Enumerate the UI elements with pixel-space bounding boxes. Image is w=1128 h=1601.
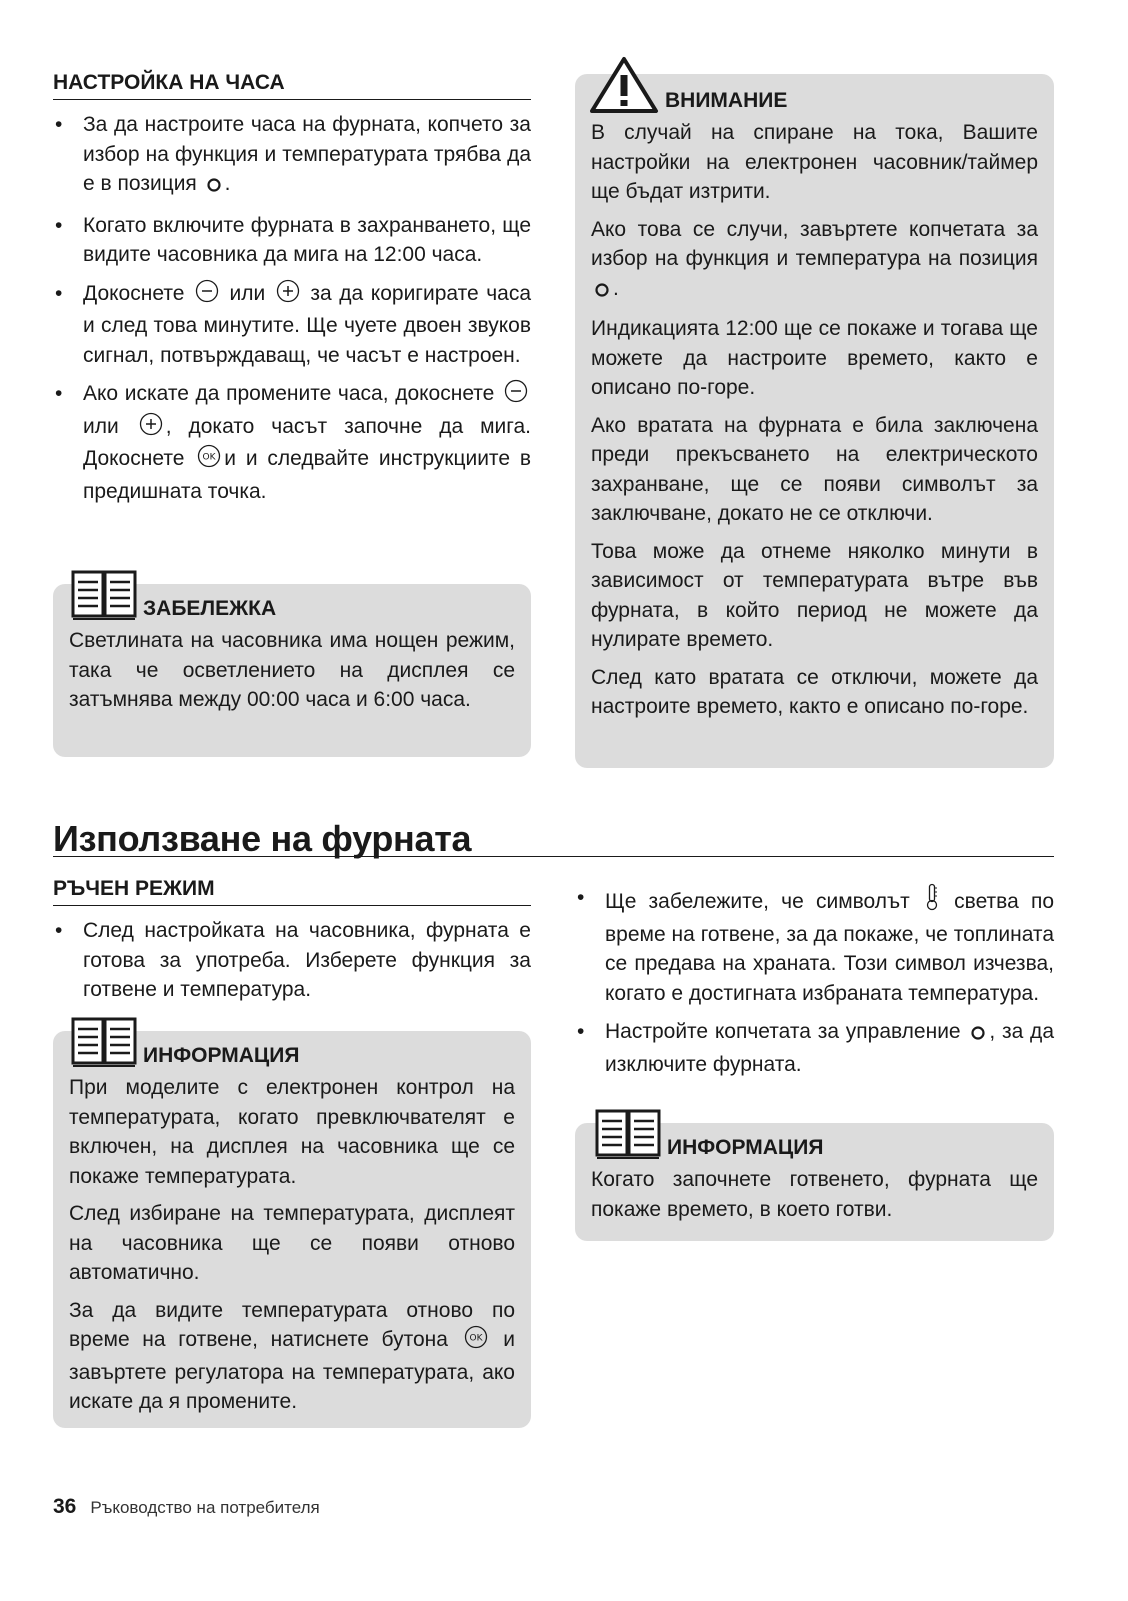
list-item: • След настройката на часовника, фурната е готова за употреба. Изберете функция за готвене и температура. [53, 916, 531, 1005]
off-position-icon [970, 1020, 986, 1050]
info-box [575, 1123, 1054, 1241]
list-item: • Когато включите фурната в захранването, ще видите часовника да мига на 12:00 часа. [53, 211, 531, 270]
list-item-text: За да настроите часа на фурната, копчето за избор на функция и температурата трябва да е в позиция [83, 113, 531, 195]
warning-paragraph-text: Ако това се случи, завъртете копчетата за избор на функция и температура на позиция [591, 217, 1038, 270]
manual-mode-heading: РЪЧЕН РЕЖИМ [53, 876, 531, 906]
list-item-text: Ако искате да промените часа, докоснете [83, 382, 495, 405]
warning-paragraph: Ако вратата на фурната е била заключена преди прекъсването на електрическото захранване, ще се появи символът за заключване, докато не се отключи. [591, 413, 1038, 525]
page-number: 36 [53, 1495, 77, 1518]
info-box [53, 1031, 531, 1428]
section-title: Използване на фурната [53, 817, 1054, 857]
note-box [53, 584, 531, 757]
warning-box-title: ВНИМАНИЕ [665, 89, 788, 112]
list-item-text: Докоснете [83, 281, 185, 305]
time-setting-section [53, 70, 531, 515]
minus-icon [195, 279, 219, 312]
info-paragraph: След избиране на температурата, дисплеят на часовника ще се появи отново автоматично. [69, 1202, 515, 1284]
off-position-icon [594, 277, 610, 307]
info-paragraph: При моделите с електронен контрол на температурата, когато превключвателят е включен, на дисплея на часовника ще се покаже температурата. [69, 1076, 515, 1188]
list-item-text-end: и и следвайте инструкциите в предишната точка. [83, 447, 531, 503]
list-item [53, 279, 531, 371]
footer-label: Ръководство на потребителя [90, 1498, 320, 1517]
list-item-text-end: светва по време на готвене, за да покаже, че топлината се предава на храната. Този символ изчезва, когато е достигната избраната температура. [605, 890, 1055, 1005]
note-box-text: Светлината на часовника има нощен режим, така че осветлението на дисплея се затъмнява между 00:00 часа и 6:00 часа. [69, 629, 515, 711]
thermometer-icon [925, 883, 939, 920]
list-item-or: или [83, 414, 119, 438]
warning-paragraph [591, 215, 1038, 307]
book-icon [71, 570, 137, 622]
info-paragraph: Когато започнете готвенето, фурната ще покаже времето, в което готви. [591, 1168, 1038, 1221]
manual-mode-section [53, 876, 531, 1014]
warning-paragraph: Индикацията 12:00 ще се покаже и тогава ще можете да настроите времето, както е описано по-горе. [591, 317, 1038, 399]
list-item-or: или [229, 281, 266, 305]
time-setting-heading: НАСТРОЙКА НА ЧАСА [53, 70, 531, 100]
info-box-title: ИНФОРМАЦИЯ [143, 1044, 300, 1067]
list-item [575, 883, 1054, 1008]
info-box-title: ИНФОРМАЦИЯ [667, 1136, 824, 1159]
info-paragraph [69, 1296, 515, 1417]
off-position-icon [206, 172, 222, 202]
page-footer [53, 1495, 320, 1519]
warning-paragraph: В случай на спиране на тока, Вашите настройки на електронен часовник/таймер ще бъдат изтрити. [591, 121, 1038, 203]
list-item-text: Настройте копчетата за управление [605, 1020, 961, 1043]
list-item [53, 110, 531, 202]
ok-icon [197, 444, 221, 477]
book-icon [595, 1109, 661, 1161]
warning-paragraph-end: . [613, 276, 619, 300]
list-item-text-end: , за да изключите фурната. [605, 1020, 1054, 1076]
manual-mode-list [53, 916, 531, 1005]
list-item-text-mid: , докато часът започне да мига. Докоснете [83, 414, 531, 470]
ok-icon [464, 1325, 488, 1358]
warning-paragraph: След като вратата се отключи, можете да настроите времето, както е описано по-горе. [591, 665, 1038, 718]
info-paragraph-text: За да видите температурата отново по време на готвене, натиснете бутона [69, 1298, 515, 1351]
plus-icon [276, 279, 300, 312]
plus-icon [139, 412, 163, 445]
svg-text:OK: OK [469, 1333, 483, 1344]
warning-triangle-icon [589, 56, 659, 114]
list-item [53, 379, 531, 506]
list-item-end: . [224, 172, 231, 195]
list-item-text: Ще забележите, че символът [605, 890, 910, 913]
info-paragraph-end: и завъртете регулатора на температурата, ако искате да я промените. [69, 1328, 515, 1413]
book-icon [71, 1017, 137, 1069]
time-setting-list [53, 110, 531, 506]
warning-paragraph: Това може да отнеме няколко минути в зависимост от температурата вътре във фурната, в който период не можете да нулирате времето. [591, 539, 1038, 651]
note-box-title: ЗАБЕЛЕЖКА [143, 597, 277, 620]
list-item-text-end: за да коригирате часа и след това минутите. Ще чуете двоен звуков сигнал, потвърждаващ, че часът е настроен. [83, 281, 532, 367]
minus-icon [504, 379, 528, 412]
list-item [575, 1017, 1054, 1079]
warning-box [575, 74, 1054, 768]
right-bullets-list [575, 883, 1054, 1079]
right-bullets-section [575, 873, 1054, 1088]
svg-text:OK: OK [202, 452, 216, 463]
